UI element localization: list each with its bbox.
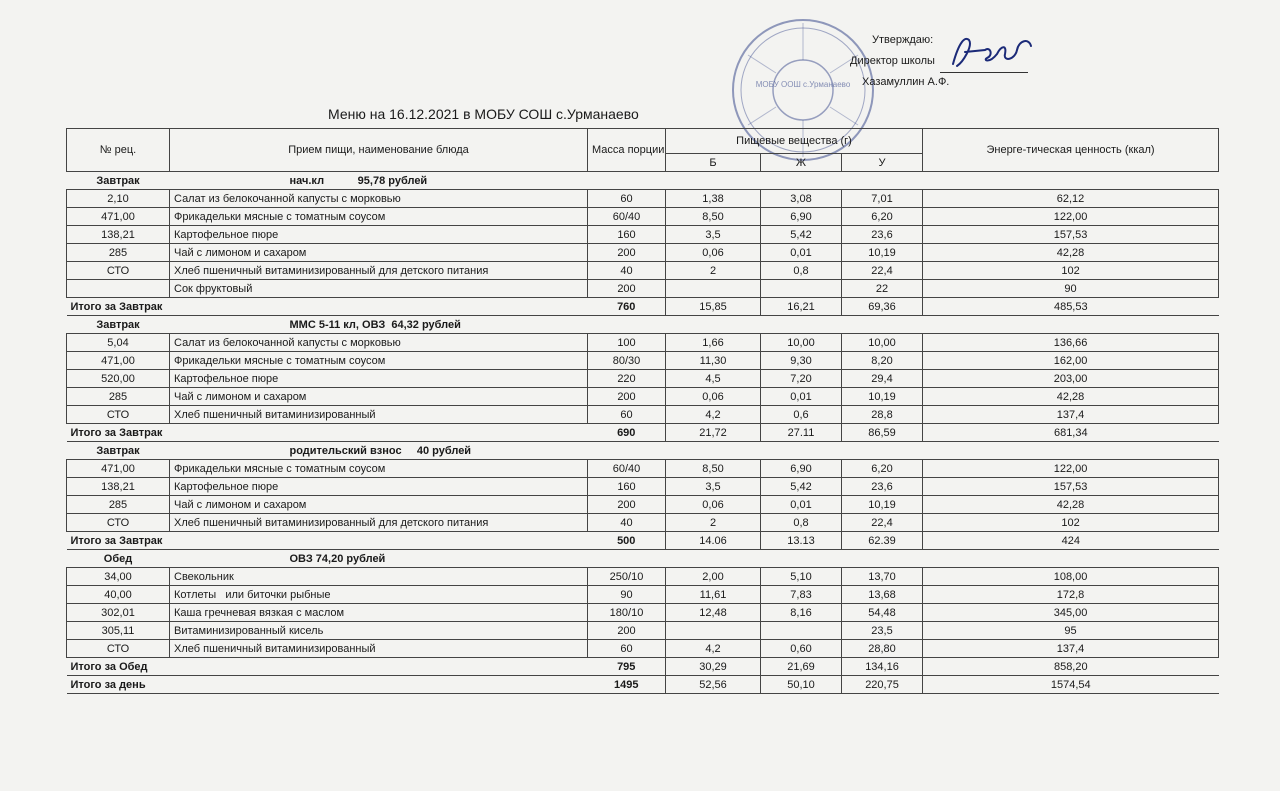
fat-value: 0,6: [761, 406, 842, 424]
dish-row: [67, 370, 1219, 388]
header-nutrients: Пищевые вещества (г): [666, 129, 923, 154]
portion-mass: 200: [588, 244, 666, 262]
dish-row: [67, 514, 1219, 532]
energy-value: 90: [923, 280, 1219, 298]
header-meal: Прием пищи, наименование блюда: [170, 129, 588, 172]
energy-value: 157,53: [923, 226, 1219, 244]
portion-mass: 200: [588, 496, 666, 514]
protein-value: 0,06: [666, 244, 761, 262]
protein-value: 4,2: [666, 640, 761, 658]
recipe-number: 138,21: [67, 226, 170, 244]
fat-value: [761, 280, 842, 298]
dish-row: [67, 334, 1219, 352]
dish-name: Картофельное пюре: [170, 370, 588, 388]
recipe-number: СТО: [67, 514, 170, 532]
director-signature: [945, 32, 1040, 72]
energy-value: 137,4: [923, 406, 1219, 424]
total-carb: 134,16: [842, 658, 923, 676]
dish-name: Котлеты или биточки рыбные: [170, 586, 588, 604]
total-fat: 21,69: [761, 658, 842, 676]
energy-value: 108,00: [923, 568, 1219, 586]
day-total-row: [67, 676, 1219, 694]
section-meal-label: Завтрак: [67, 316, 170, 334]
energy-value: 122,00: [923, 460, 1219, 478]
total-protein: 14.06: [666, 532, 761, 550]
energy-value: 122,00: [923, 208, 1219, 226]
recipe-number: 471,00: [67, 460, 170, 478]
dish-row: [67, 604, 1219, 622]
recipe-number: 471,00: [67, 352, 170, 370]
fat-value: 6,90: [761, 208, 842, 226]
protein-value: 2: [666, 514, 761, 532]
dish-row: [67, 244, 1219, 262]
total-label: Итого за Завтрак: [67, 424, 588, 442]
energy-value: 62,12: [923, 190, 1219, 208]
portion-mass: 250/10: [588, 568, 666, 586]
total-fat: 27.11: [761, 424, 842, 442]
energy-value: 157,53: [923, 478, 1219, 496]
carb-value: 28,80: [842, 640, 923, 658]
total-label: Итого за Обед: [67, 658, 588, 676]
portion-mass: 40: [588, 514, 666, 532]
total-energy: 424: [923, 532, 1219, 550]
total-mass: 500: [588, 532, 666, 550]
section-total-row: [67, 532, 1219, 550]
recipe-number: 285: [67, 496, 170, 514]
dish-name: Чай с лимоном и сахаром: [170, 244, 588, 262]
section-meal-label: Завтрак: [67, 442, 170, 460]
header-b: Б: [666, 154, 761, 172]
day-total-protein: 52,56: [666, 676, 761, 694]
dish-name: Хлеб пшеничный витаминизированный для детского питания: [170, 262, 588, 280]
energy-value: 136,66: [923, 334, 1219, 352]
energy-value: 345,00: [923, 604, 1219, 622]
energy-value: 102: [923, 262, 1219, 280]
fat-value: 0,01: [761, 244, 842, 262]
carb-value: 13,70: [842, 568, 923, 586]
dish-name: Свекольник: [170, 568, 588, 586]
total-protein: 21,72: [666, 424, 761, 442]
recipe-number: СТО: [67, 406, 170, 424]
header-mass: Масса порции: [588, 129, 666, 172]
portion-mass: 60/40: [588, 208, 666, 226]
protein-value: 2: [666, 262, 761, 280]
section-header-row: [67, 316, 1219, 334]
protein-value: 0,06: [666, 388, 761, 406]
total-mass: 760: [588, 298, 666, 316]
total-energy: 485,53: [923, 298, 1219, 316]
portion-mass: 200: [588, 280, 666, 298]
dish-row: [67, 478, 1219, 496]
carb-value: 23,6: [842, 478, 923, 496]
section-total-row: [67, 298, 1219, 316]
carb-value: 10,00: [842, 334, 923, 352]
dish-name: Салат из белокочанной капусты с морковью: [170, 190, 588, 208]
dish-row: [67, 640, 1219, 658]
energy-value: 42,28: [923, 388, 1219, 406]
energy-value: 203,00: [923, 370, 1219, 388]
day-total-label: Итого за день: [67, 676, 588, 694]
dish-name: Фрикадельки мясные с томатным соусом: [170, 460, 588, 478]
dish-row: [67, 190, 1219, 208]
signature-line: [940, 72, 1028, 73]
header-energy: Энерге-тическая ценность (ккал): [923, 129, 1219, 172]
portion-mass: 80/30: [588, 352, 666, 370]
section-price-label: родительский взнос 40 рублей: [170, 442, 1219, 460]
section-price-label: ММС 5-11 кл, ОВЗ 64,32 рублей: [170, 316, 1219, 334]
carb-value: 10,19: [842, 388, 923, 406]
protein-value: 12,48: [666, 604, 761, 622]
portion-mass: 160: [588, 226, 666, 244]
menu-table: [66, 128, 1219, 694]
portion-mass: 60/40: [588, 460, 666, 478]
fat-value: 0,01: [761, 496, 842, 514]
total-mass: 795: [588, 658, 666, 676]
fat-value: 9,30: [761, 352, 842, 370]
recipe-number: 34,00: [67, 568, 170, 586]
section-total-row: [67, 424, 1219, 442]
recipe-number: СТО: [67, 640, 170, 658]
approval-block: [850, 30, 949, 93]
dish-row: [67, 568, 1219, 586]
carb-value: 10,19: [842, 496, 923, 514]
fat-value: [761, 622, 842, 640]
fat-value: 10,00: [761, 334, 842, 352]
portion-mass: 200: [588, 622, 666, 640]
protein-value: 4,5: [666, 370, 761, 388]
total-label: Итого за Завтрак: [67, 532, 588, 550]
header-zh: Ж: [761, 154, 842, 172]
carb-value: 22,4: [842, 262, 923, 280]
total-protein: 30,29: [666, 658, 761, 676]
portion-mass: 60: [588, 640, 666, 658]
day-total-fat: 50,10: [761, 676, 842, 694]
recipe-number: 305,11: [67, 622, 170, 640]
carb-value: 6,20: [842, 208, 923, 226]
total-energy: 858,20: [923, 658, 1219, 676]
total-fat: 16,21: [761, 298, 842, 316]
dish-row: [67, 280, 1219, 298]
protein-value: 8,50: [666, 208, 761, 226]
seal-text: МОБУ ООШ с.Урманаево: [755, 80, 851, 89]
section-meal-label: Обед: [67, 550, 170, 568]
protein-value: 0,06: [666, 496, 761, 514]
approval-line-2: Директор школы: [850, 55, 935, 67]
fat-value: 5,10: [761, 568, 842, 586]
protein-value: 11,61: [666, 586, 761, 604]
protein-value: 1,66: [666, 334, 761, 352]
total-energy: 681,34: [923, 424, 1219, 442]
protein-value: 8,50: [666, 460, 761, 478]
dish-name: Хлеб пшеничный витаминизированный: [170, 406, 588, 424]
carb-value: 29,4: [842, 370, 923, 388]
energy-value: 162,00: [923, 352, 1219, 370]
protein-value: 1,38: [666, 190, 761, 208]
section-price-label: нач.кл 95,78 рублей: [170, 172, 1219, 190]
day-total-energy: 1574,54: [923, 676, 1219, 694]
fat-value: 7,20: [761, 370, 842, 388]
recipe-number: 520,00: [67, 370, 170, 388]
recipe-number: 5,04: [67, 334, 170, 352]
carb-value: 22: [842, 280, 923, 298]
recipe-number: СТО: [67, 262, 170, 280]
dish-row: [67, 496, 1219, 514]
dish-row: [67, 586, 1219, 604]
carb-value: 7,01: [842, 190, 923, 208]
dish-row: [67, 262, 1219, 280]
recipe-number: 285: [67, 388, 170, 406]
dish-name: Чай с лимоном и сахаром: [170, 496, 588, 514]
recipe-number: [67, 280, 170, 298]
total-carb: 86,59: [842, 424, 923, 442]
portion-mass: 60: [588, 406, 666, 424]
protein-value: [666, 280, 761, 298]
portion-mass: 200: [588, 388, 666, 406]
carb-value: 54,48: [842, 604, 923, 622]
dish-row: [67, 226, 1219, 244]
fat-value: 8,16: [761, 604, 842, 622]
recipe-number: 285: [67, 244, 170, 262]
dish-name: Каша гречневая вязкая с маслом: [170, 604, 588, 622]
fat-value: 0,8: [761, 262, 842, 280]
dish-name: Хлеб пшеничный витаминизированный: [170, 640, 588, 658]
protein-value: 3,5: [666, 478, 761, 496]
section-meal-label: Завтрак: [67, 172, 170, 190]
energy-value: 95: [923, 622, 1219, 640]
dish-row: [67, 622, 1219, 640]
recipe-number: 138,21: [67, 478, 170, 496]
energy-value: 42,28: [923, 244, 1219, 262]
page-title: Меню на 16.12.2021 в МОБУ СОШ с.Урманаево: [328, 106, 639, 122]
dish-row: [67, 460, 1219, 478]
fat-value: 3,08: [761, 190, 842, 208]
energy-value: 102: [923, 514, 1219, 532]
protein-value: 3,5: [666, 226, 761, 244]
carb-value: 13,68: [842, 586, 923, 604]
energy-value: 172,8: [923, 586, 1219, 604]
dish-name: Картофельное пюре: [170, 226, 588, 244]
dish-name: Чай с лимоном и сахаром: [170, 388, 588, 406]
recipe-number: 40,00: [67, 586, 170, 604]
portion-mass: 40: [588, 262, 666, 280]
total-mass: 690: [588, 424, 666, 442]
carb-value: 23,5: [842, 622, 923, 640]
energy-value: 137,4: [923, 640, 1219, 658]
section-price-label: ОВЗ 74,20 рублей: [170, 550, 1219, 568]
total-carb: 62.39: [842, 532, 923, 550]
carb-value: 10,19: [842, 244, 923, 262]
dish-name: Фрикадельки мясные с томатным соусом: [170, 208, 588, 226]
carb-value: 28,8: [842, 406, 923, 424]
carb-value: 8,20: [842, 352, 923, 370]
portion-mass: 60: [588, 190, 666, 208]
dish-row: [67, 352, 1219, 370]
total-fat: 13.13: [761, 532, 842, 550]
section-header-row: [67, 172, 1219, 190]
protein-value: 11,30: [666, 352, 761, 370]
dish-name: Витаминизированный кисель: [170, 622, 588, 640]
day-total-carb: 220,75: [842, 676, 923, 694]
portion-mass: 220: [588, 370, 666, 388]
carb-value: 22,4: [842, 514, 923, 532]
carb-value: 23,6: [842, 226, 923, 244]
portion-mass: 180/10: [588, 604, 666, 622]
fat-value: 5,42: [761, 478, 842, 496]
header-recipe: № рец.: [67, 129, 170, 172]
dish-row: [67, 388, 1219, 406]
approval-line-3: Хазамуллин А.Ф.: [862, 76, 950, 88]
approval-line-1: Утверждаю:: [872, 34, 934, 46]
dish-name: Хлеб пшеничный витаминизированный для детского питания: [170, 514, 588, 532]
portion-mass: 160: [588, 478, 666, 496]
section-header-row: [67, 550, 1219, 568]
fat-value: 6,90: [761, 460, 842, 478]
fat-value: 0,60: [761, 640, 842, 658]
fat-value: 0,8: [761, 514, 842, 532]
header-u: У: [842, 154, 923, 172]
fat-value: 7,83: [761, 586, 842, 604]
day-total-mass: 1495: [588, 676, 666, 694]
protein-value: [666, 622, 761, 640]
dish-name: Салат из белокочанной капусты с морковью: [170, 334, 588, 352]
table-header: [67, 129, 1219, 172]
section-header-row: [67, 442, 1219, 460]
portion-mass: 90: [588, 586, 666, 604]
dish-row: [67, 406, 1219, 424]
energy-value: 42,28: [923, 496, 1219, 514]
dish-name: Фрикадельки мясные с томатным соусом: [170, 352, 588, 370]
protein-value: 2,00: [666, 568, 761, 586]
fat-value: 5,42: [761, 226, 842, 244]
total-protein: 15,85: [666, 298, 761, 316]
dish-row: [67, 208, 1219, 226]
table-body: [67, 172, 1219, 694]
recipe-number: 2,10: [67, 190, 170, 208]
total-label: Итого за Завтрак: [67, 298, 588, 316]
dish-name: Картофельное пюре: [170, 478, 588, 496]
total-carb: 69,36: [842, 298, 923, 316]
recipe-number: 302,01: [67, 604, 170, 622]
fat-value: 0,01: [761, 388, 842, 406]
recipe-number: 471,00: [67, 208, 170, 226]
carb-value: 6,20: [842, 460, 923, 478]
dish-name: Сок фруктовый: [170, 280, 588, 298]
section-total-row: [67, 658, 1219, 676]
portion-mass: 100: [588, 334, 666, 352]
protein-value: 4,2: [666, 406, 761, 424]
